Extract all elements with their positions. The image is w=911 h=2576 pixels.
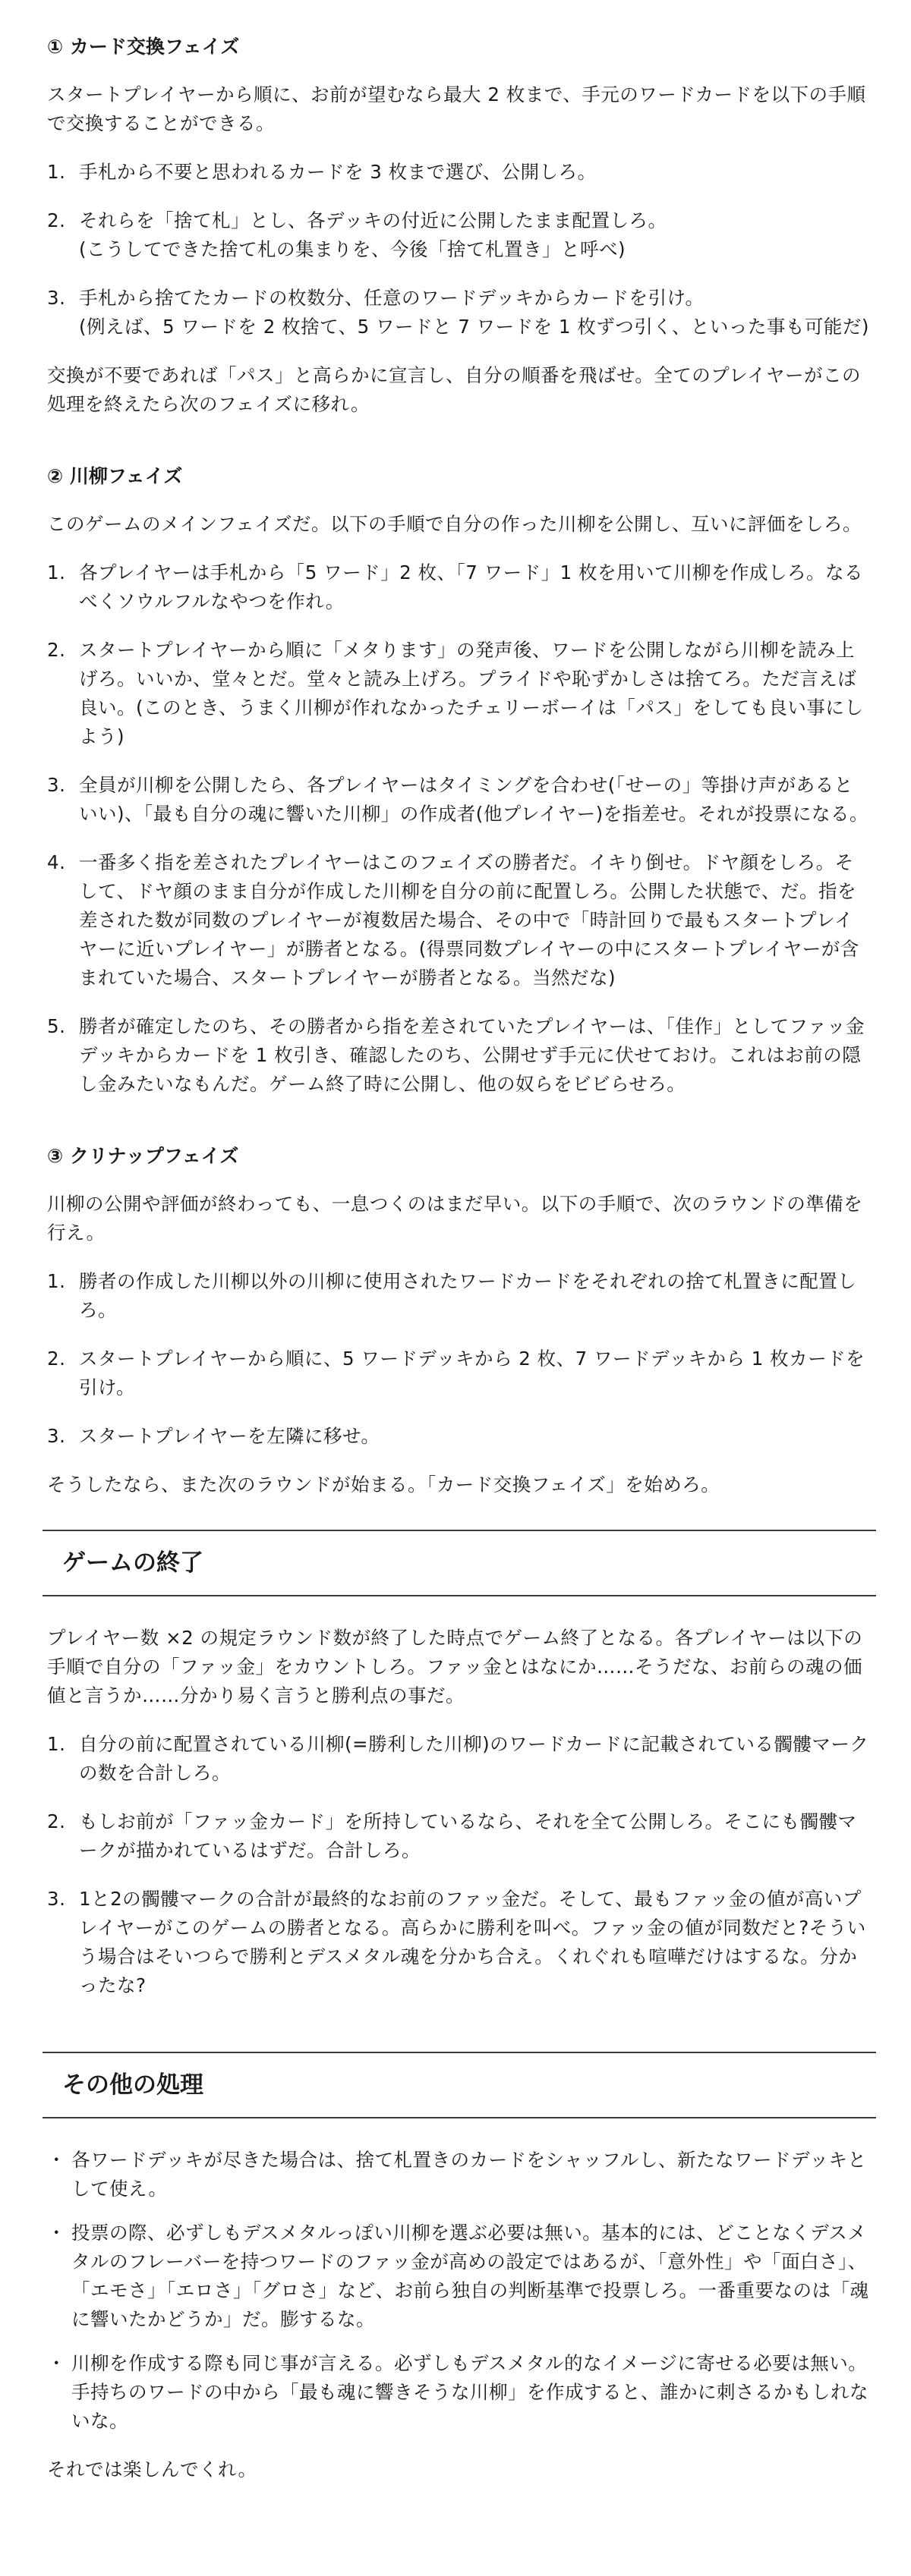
- list-item: [47, 848, 872, 992]
- phase1-closing: 交換が不要であれば「パス」と高らかに宣言し、自分の順番を飛ばせ。全てのプレイヤーがこの処理を終えたら次のフェイズに移れ。: [47, 364, 862, 415]
- phase-cleanup: [47, 1143, 872, 1499]
- step-text: 全員が川柳を公開したら、各プレイヤーはタイミングを合わせ(「せーの」等掛け声があるといい)、「最も自分の魂に響いた川柳」の作成者(他プレイヤー)を指差せ。それが投票になる。: [79, 774, 868, 825]
- step-number: 3.: [47, 1425, 66, 1447]
- step-number: 2.: [47, 639, 66, 661]
- step-text: スタートプレイヤーから順に、5 ワードデッキから 2 枚、7 ワードデッキから 1 枚カードを引け。: [79, 1348, 865, 1398]
- phase3-heading: ③ クリナップフェイズ: [47, 1145, 239, 1167]
- phase1-intro: スタートプレイヤーから順に、お前が望むなら最大 2 枚まで、手元のワードカードを以下の手順で交換することができる。: [47, 83, 866, 134]
- step-number: 1.: [47, 161, 66, 183]
- step-text: 手札から不要と思われるカードを 3 枚まで選び、公開しろ。: [79, 161, 597, 183]
- phase1-heading: ① カード交換フェイズ: [47, 36, 240, 58]
- step-note: (こうしてできた捨て札の集まりを、今後「捨て札置き」と呼べ): [79, 238, 626, 260]
- item-text: 投票の際、必ずしもデスメタルっぽい川柳を選ぶ必要は無い。基本的には、どことなくデスメタルのフレーバーを持つワードのファッ金が高めの設定ではあるが、「意外性」や「面白さ」、「エモさ」「エロさ」「グロさ」など、お前ら独自の判断基準で投票しろ。一番重要なのは「魂に響いたかどうか」だ。膨するな。: [71, 2222, 869, 2330]
- step-text: 各プレイヤーは手札から「5 ワード」2 枚、「7 ワード」1 枚を用いて川柳を作成しろ。なるべくソウルフルなやつを作れ。: [79, 561, 864, 612]
- step-text: 勝者の作成した川柳以外の川柳に使用されたワードカードをそれぞれの捨て札置きに配置しろ。: [79, 1270, 857, 1321]
- list-item: [47, 1807, 872, 1865]
- phase2-heading: ② 川柳フェイズ: [47, 465, 183, 487]
- list-item: [47, 2349, 872, 2436]
- list-item: [47, 2146, 872, 2203]
- phase2-steps: [47, 558, 872, 1099]
- list-item: [47, 1267, 872, 1325]
- game-end-steps: [47, 1730, 872, 2000]
- step-number: 2.: [47, 1810, 66, 1832]
- step-text: 1と2の髑髏マークの合計が最終的なお前のファッ金だ。そして、最もファッ金の値が高いプレイヤーがこのゲームの勝者となる。高らかに勝利を叫べ。ファッ金の値が同数だと?そういう場合はそいつらで勝利とデスメタル魂を分かち合え。くれぐれも喧嘩だけはするな。分かったな?: [79, 1888, 866, 1996]
- other-title: その他の処理: [62, 2071, 203, 2099]
- step-number: 4.: [47, 851, 66, 873]
- game-end-intro: プレイヤー数 ×2 の規定ラウンド数が終了した時点でゲーム終了となる。各プレイヤーは以下の手順で自分の「ファッ金」をカウントしろ。ファッ金とはなにか……そうだな、お前らの魂の価値と言うか……分かり易く言うと勝利点の事だ。: [47, 1627, 863, 1706]
- list-item: [47, 1422, 872, 1451]
- section-other: [47, 2052, 872, 2484]
- step-note: (例えば、5 ワードを 2 枚捨て、5 ワードと 7 ワードを 1 枚ずつ引く、といった事も可能だ): [79, 316, 869, 338]
- step-text: スタートプレイヤーから順に「メタります」の発声後、ワードを公開しながら川柳を読み上げろ。いいか、堂々とだ。堂々と読み上げろ。プライドや恥ずかしさは捨てろ。ただ言えば良い。(このとき、うまく川柳が作れなかったチェリーボーイは「パス」をしても良い事にしよう): [79, 639, 864, 747]
- section-game-end: [47, 1530, 872, 2000]
- step-text: 勝者が確定したのち、その勝者から指を差されていたプレイヤーは、「佳作」としてファッ金デッキからカードを 1 枚引き、確認したのち、公開せず手元に伏せておけ。これはお前の隠し金みたいなもんだ。ゲーム終了時に公開し、他の奴らをビビらせろ。: [79, 1015, 865, 1095]
- phase-card-exchange: [47, 33, 872, 419]
- phase2-intro: このゲームのメインフェイズだ。以下の手順で自分の作った川柳を公開し、互いに評価をしろ。: [47, 513, 862, 535]
- list-item: [47, 1345, 872, 1402]
- step-number: 1.: [47, 1270, 66, 1292]
- step-number: 3.: [47, 1888, 66, 1910]
- list-item: [47, 284, 872, 341]
- list-item: [47, 1885, 872, 2000]
- step-text: もしお前が「ファッ金カード」を所持しているなら、それを全て公開しろ。そこにも髑髏マークが描かれているはずだ。合計しろ。: [79, 1810, 857, 1861]
- divider: [43, 2117, 876, 2118]
- phase3-closing: そうしたなら、また次のラウンドが始まる。「カード交換フェイズ」を始めろ。: [47, 1474, 720, 1496]
- game-end-title: ゲームの終了: [62, 1549, 203, 1577]
- step-text: 自分の前に配置されている川柳(=勝利した川柳)のワードカードに記載されている髑髏マークの数を合計しろ。: [79, 1733, 869, 1784]
- step-text: スタートプレイヤーを左隣に移せ。: [79, 1425, 380, 1447]
- divider: [43, 1530, 876, 1531]
- list-item: [47, 206, 872, 264]
- list-item: [47, 158, 872, 187]
- step-text: 手札から捨てたカードの枚数分、任意のワードデッキからカードを引け。: [79, 287, 705, 309]
- list-item: [47, 1730, 872, 1788]
- step-text: それらを「捨て札」とし、各デッキの付近に公開したまま配置しろ。: [79, 209, 667, 231]
- bullet-mark: ・: [47, 2222, 66, 2244]
- rules-content: [47, 33, 872, 2484]
- step-number: 3.: [47, 287, 66, 309]
- step-text: 一番多く指を差されたプレイヤーはこのフェイズの勝者だ。イキり倒せ。ドヤ顔をしろ。そして、ドヤ顔のまま自分が作成した川柳を自分の前に配置しろ。公開した状態で、だ。指を差された数が同数のプレイヤーが複数居た場合、その中で「時計回りで最もスタートプレイヤーに近いプレイヤー」が勝者となる。(得票同数プレイヤーの中にスタートプレイヤーが含まれていた場合、スタートプレイヤーが勝者となる。当然だな): [79, 851, 859, 989]
- phase3-steps: [47, 1267, 872, 1451]
- step-number: 1.: [47, 1733, 66, 1755]
- divider: [43, 2052, 876, 2053]
- list-item: [47, 1012, 872, 1099]
- bullet-mark: ・: [47, 2352, 66, 2374]
- phase-senryu: [47, 463, 872, 1099]
- phase3-intro: 川柳の公開や評価が終わっても、一息つくのはまだ早い。以下の手順で、次のラウンドの準備を行え。: [47, 1193, 863, 1244]
- step-number: 3.: [47, 774, 66, 796]
- divider: [43, 1595, 876, 1596]
- bullet-mark: ・: [47, 2149, 66, 2171]
- item-text: 各ワードデッキが尽きた場合は、捨て札置きのカードをシャッフルし、新たなワードデッキとして使え。: [71, 2149, 867, 2200]
- item-text: 川柳を作成する際も同じ事が言える。必ずしもデスメタル的なイメージに寄せる必要は無い。手持ちのワードの中から「最も魂に響きそうな川柳」を作成すると、誰かに刺さるかもしれないな。: [71, 2352, 868, 2432]
- list-item: [47, 2219, 872, 2334]
- step-number: 2.: [47, 209, 66, 231]
- list-item: [47, 771, 872, 829]
- list-item: [47, 636, 872, 751]
- phase1-steps: [47, 158, 872, 341]
- step-number: 2.: [47, 1348, 66, 1370]
- list-item: [47, 558, 872, 616]
- step-number: 1.: [47, 561, 66, 583]
- closing-message: それでは楽しんでくれ。: [47, 2458, 257, 2480]
- step-number: 5.: [47, 1015, 66, 1037]
- other-items: [47, 2146, 872, 2436]
